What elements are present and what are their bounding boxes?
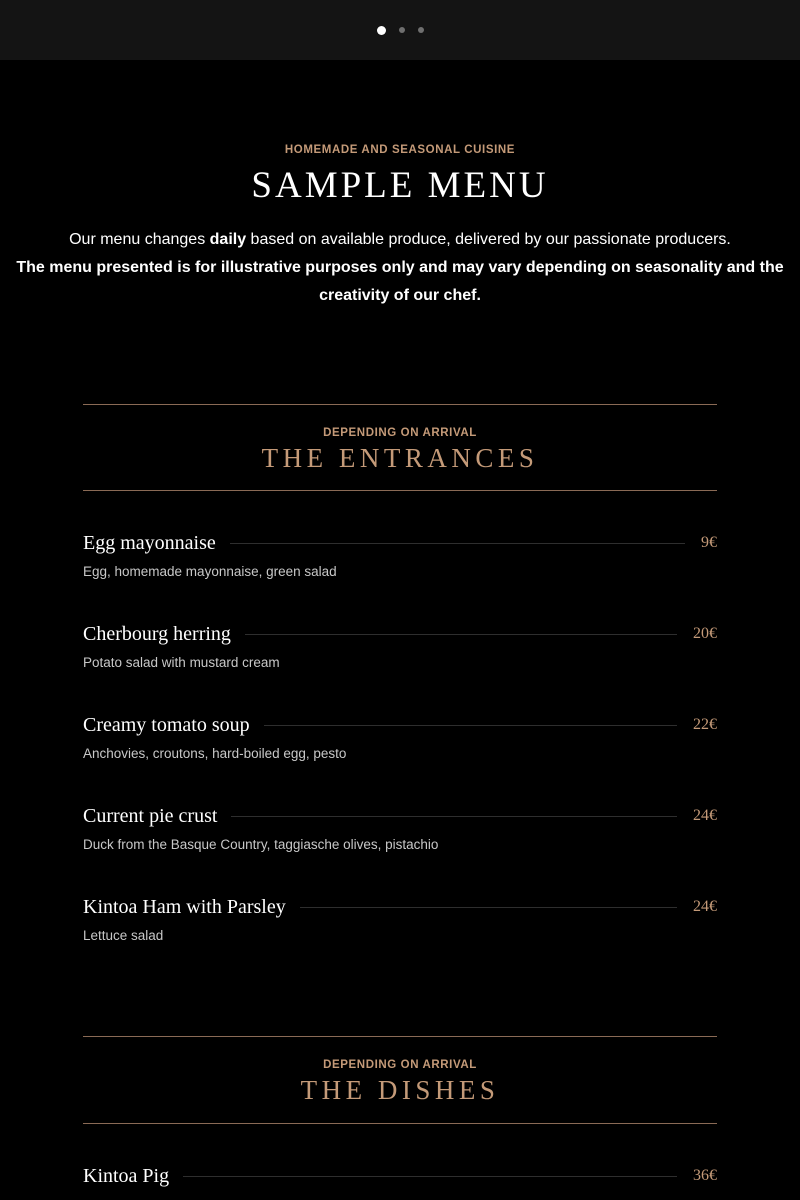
dotted-leader: [300, 907, 677, 908]
intro-line-1-start: Our menu changes: [69, 231, 210, 248]
menu-item: [83, 712, 717, 761]
intro-line-1: [10, 226, 790, 254]
carousel-dot-2[interactable]: [399, 27, 405, 33]
carousel-dot-3[interactable]: [418, 27, 424, 33]
menu-item-description: Duck from the Basque Country, taggiasche olives, pistachio: [83, 837, 439, 852]
dotted-leader: [183, 1176, 677, 1177]
menu-item-name: Current pie crust: [83, 804, 218, 827]
section-eyebrow: DEPENDING ON ARRIVAL: [323, 427, 477, 439]
menu-item: [83, 1163, 717, 1189]
menu-item-price: 9€: [701, 534, 717, 551]
section-header-dishes: [83, 1036, 717, 1124]
menu-item-description: Egg, homemade mayonnaise, green salad: [83, 564, 337, 579]
section-title-dishes: THE DISHES: [300, 1075, 500, 1105]
dotted-leader: [230, 543, 685, 544]
menu-item-name: Cherbourg herring: [83, 622, 231, 645]
menu-item-name: Egg mayonnaise: [83, 531, 216, 554]
intro-line-1-end: based on available produce, delivered by our passionate producers.: [246, 231, 731, 248]
menu-item-price: 22€: [693, 716, 717, 733]
menu-item: [83, 894, 717, 943]
menu-item: [83, 803, 717, 852]
section-eyebrow: DEPENDING ON ARRIVAL: [323, 1059, 477, 1071]
dotted-leader: [245, 634, 677, 635]
intro-eyebrow: HOMEMADE AND SEASONAL CUISINE: [284, 144, 516, 156]
menu-item-description: Lettuce salad: [83, 928, 164, 943]
dotted-leader: [264, 725, 677, 726]
menu-item: [83, 530, 717, 579]
menu-item-name: Creamy tomato soup: [83, 713, 250, 736]
menu-item-price: 36€: [693, 1167, 717, 1184]
menu-item-price: 24€: [693, 807, 717, 824]
section-header-entrances: [83, 404, 717, 491]
menu-item-price: 20€: [693, 625, 717, 642]
dotted-leader: [231, 816, 677, 817]
menu-item-description: Potato salad with mustard cream: [83, 655, 280, 670]
intro-line-1-bold: daily: [209, 231, 247, 248]
menu-item-name: Kintoa Pig: [83, 1164, 170, 1187]
menu-item-name: Kintoa Ham with Parsley: [83, 895, 286, 918]
carousel-dot-1[interactable]: [377, 26, 386, 35]
menu-item-description: Anchovies, croutons, hard-boiled egg, pesto: [83, 746, 347, 761]
intro-description: [10, 226, 790, 310]
page-title: SAMPLE MENU: [251, 165, 549, 206]
carousel-pagination: [0, 0, 800, 60]
menu-item: [83, 621, 717, 670]
menu-item-price: 24€: [693, 898, 717, 915]
section-title-entrances: THE ENTRANCES: [261, 443, 539, 473]
intro-line-2: The menu presented is for illustrative purposes only and may vary depending on seasonality and the creativity of our chef.: [16, 259, 784, 304]
